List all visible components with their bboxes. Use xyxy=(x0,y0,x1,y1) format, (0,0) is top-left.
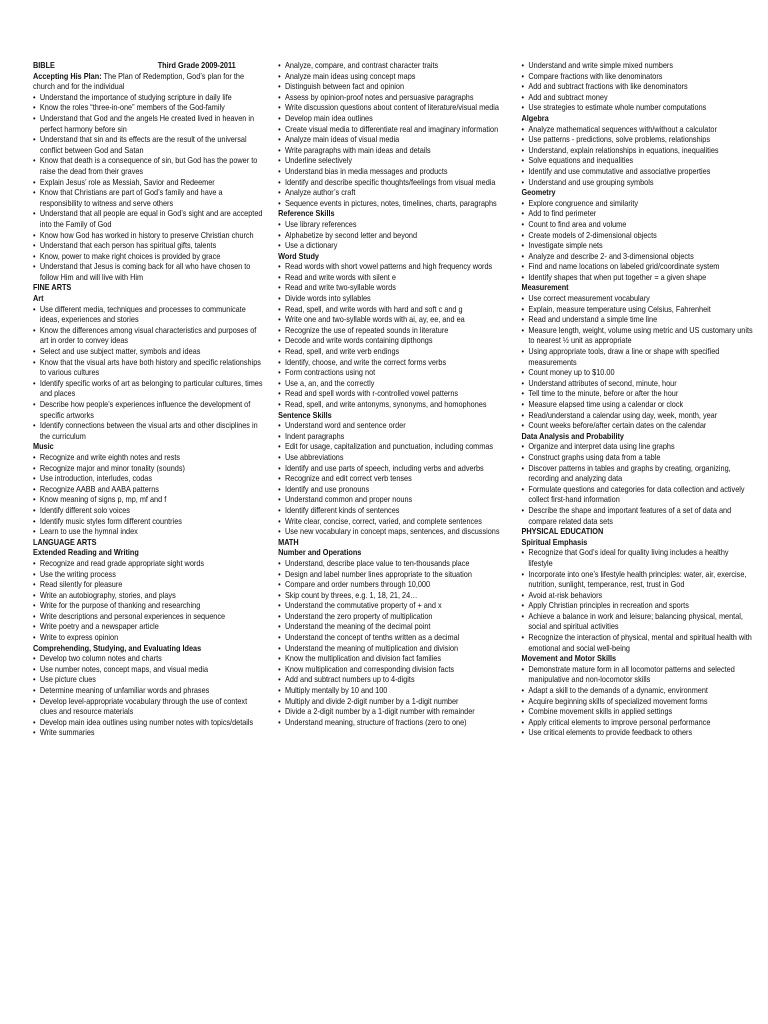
list-item: • Analyze main ideas of visual media xyxy=(278,134,510,145)
list-item: • Write poetry and a newspaper article xyxy=(33,621,265,632)
list-item: • Write summaries xyxy=(33,727,265,738)
reference-skills-list xyxy=(278,219,510,251)
word-study-heading: Word Study xyxy=(278,250,319,261)
list-item: • Add and subtract numbers up to 4-digits xyxy=(278,674,510,685)
list-item: • Multiply and divide 2-digit number by a 1-digit number xyxy=(278,696,510,707)
list-item: • Explore congruence and similarity xyxy=(521,198,753,209)
list-item: • Assess by opinion-proof notes and persuasive paragraphs xyxy=(278,92,510,103)
list-item: • Recognize the interaction of physical, mental and spiritual health with emotional and social well-being xyxy=(521,632,753,653)
list-item: • Investigate simple nets xyxy=(521,240,753,251)
list-item: • Identify and use commutative and associative properties xyxy=(521,166,753,177)
list-item: • Select and use subject matter, symbols and ideas xyxy=(33,346,265,357)
list-item: • Read, spell, and write verb endings xyxy=(278,346,510,357)
list-item: • Identify, choose, and write the correct forms verbs xyxy=(278,357,510,368)
list-item: • Analyze, compare, and contrast character traits xyxy=(278,60,510,71)
list-item: • Incorporate into one’s lifestyle health principles: water, air, exercise, nutrition, sunlight, temperance, rest, trust in God xyxy=(521,569,753,590)
list-item: • Use new vocabulary in concept maps, sentences, and discussions xyxy=(278,526,510,537)
list-item: • Write discussion questions about content of literature/visual media xyxy=(278,102,510,113)
list-item: • Write paragraphs with main ideas and details xyxy=(278,145,510,156)
list-item: • Develop two column notes and charts xyxy=(33,653,265,664)
list-item: • Use number notes, concept maps, and visual media xyxy=(33,664,265,675)
sentence-skills-list xyxy=(278,420,510,537)
list-item: • Create models of 2-dimensional objects xyxy=(521,230,753,241)
list-item: • Design and label number lines appropriate to the situation xyxy=(278,569,510,580)
title-row xyxy=(33,60,265,71)
list-item: • Use introduction, interludes, codas xyxy=(33,473,265,484)
list-item: • Use library references xyxy=(278,219,510,230)
list-item: • Use a dictionary xyxy=(278,240,510,251)
list-item: • Create visual media to differentiate real and imaginary information xyxy=(278,124,510,135)
list-item: • Use correct measurement vocabulary xyxy=(521,293,753,304)
list-item: • Understand the meaning of multiplication and division xyxy=(278,643,510,654)
bible-list xyxy=(33,92,265,283)
list-item: • Read words with short vowel patterns and high frequency words xyxy=(278,261,510,272)
list-item: • Know the multiplication and division fact families xyxy=(278,653,510,664)
geometry-list xyxy=(521,198,753,283)
list-item: • Read silently for pleasure xyxy=(33,579,265,590)
list-item: • Use different media, techniques and processes to communicate ideas, experiences and stories xyxy=(33,304,265,325)
music-list xyxy=(33,452,265,537)
art-heading: Art xyxy=(33,293,44,304)
grade-title: Third Grade 2009-2011 xyxy=(157,60,236,70)
list-item: • Use critical elements to provide feedback to others xyxy=(521,727,753,738)
number-operations-heading: Number and Operations xyxy=(278,547,362,558)
language-arts-heading: LANGUAGE ARTS xyxy=(33,536,97,547)
list-item: • Explain Jesus’ role as Messiah, Savior and Redeemer xyxy=(33,177,265,188)
bible-intro xyxy=(33,71,265,92)
list-item: • Read, spell, and write antonyms, synonyms, and homophones xyxy=(278,399,510,410)
list-item: • Determine meaning of unfamiliar words and phrases xyxy=(33,685,265,696)
physical-education-heading: PHYSICAL EDUCATION xyxy=(521,526,604,537)
list-item: • Know that the visual arts have both history and specific relationships to various cultures xyxy=(33,357,265,378)
reference-skills-heading: Reference Skills xyxy=(278,208,335,219)
column-2 xyxy=(278,60,510,727)
list-item: • Decode and write words containing dipthongs xyxy=(278,335,510,346)
list-item: • Skip count by threes, e.g. 1, 18, 21, 24… xyxy=(278,590,510,601)
geometry-heading: Geometry xyxy=(521,187,556,198)
list-item: • Use picture clues xyxy=(33,674,265,685)
list-item: • Add and subtract fractions with like denominators xyxy=(521,81,753,92)
list-item: • Identify specific works of art as belonging to particular cultures, times and places xyxy=(33,378,265,399)
list-item: • Count weeks before/after certain dates on the calendar xyxy=(521,420,753,431)
list-item: • Avoid at-risk behaviors xyxy=(521,590,753,601)
music-heading: Music xyxy=(33,441,54,452)
art-list xyxy=(33,304,265,442)
list-item: • Apply Christian principles in recreation and sports xyxy=(521,600,753,611)
intro-text: The Plan of Redemption, God’s plan for the church and for the individual xyxy=(33,70,245,92)
list-item: • Write to express opinion xyxy=(33,632,265,643)
list-item: • Identify music styles form different countries xyxy=(33,516,265,527)
list-item: • Understand the importance of studying scripture in daily life xyxy=(33,92,265,103)
list-item: • Develop main idea outlines xyxy=(278,113,510,124)
list-item: • Use abbreviations xyxy=(278,452,510,463)
list-item: • Read and write two-syllable words xyxy=(278,282,510,293)
list-item: • Analyze mathematical sequences with/without a calculator xyxy=(521,124,753,135)
comprehending-list xyxy=(33,653,265,738)
list-item: • Develop main idea outlines using number notes with topics/details xyxy=(33,717,265,728)
sentence-skills-heading: Sentence Skills xyxy=(278,409,332,420)
measurement-list xyxy=(521,293,753,431)
list-item: • Understand attributes of second, minute, hour xyxy=(521,378,753,389)
list-item: • Demonstrate mature form in all locomotor patterns and selected manipulative and non-locomotor skills xyxy=(521,664,753,685)
list-item: • Recognize AABB and AABA patterns xyxy=(33,484,265,495)
list-item: • Recognize and edit correct verb tenses xyxy=(278,473,510,484)
word-study-list xyxy=(278,261,510,409)
list-item: • Understand that Jesus is coming back for all who have chosen to follow Him and will live with Him xyxy=(33,261,265,282)
list-item: • Formulate questions and categories for data collection and actively collect first-hand information xyxy=(521,484,753,505)
fine-arts-heading: FINE ARTS xyxy=(33,282,72,293)
list-item: • Understand, describe place value to ten-thousands place xyxy=(278,558,510,569)
list-item: • Write an autobiography, stories, and plays xyxy=(33,590,265,601)
list-item: • Count to find area and volume xyxy=(521,219,753,230)
extended-reading-list xyxy=(33,558,265,643)
list-item: • Read, spell, and write words with hard and soft c and g xyxy=(278,304,510,315)
data-analysis-list xyxy=(521,441,753,526)
list-item: • Learn to use the hymnal index xyxy=(33,526,265,537)
list-item: • Underline selectively xyxy=(278,155,510,166)
algebra-heading: Algebra xyxy=(521,112,549,123)
list-item: • Write descriptions and personal experiences in sequence xyxy=(33,611,265,622)
list-item: • Use a, an, and the correctly xyxy=(278,378,510,389)
list-item: • Develop level-appropriate vocabulary through the use of context clues and resource materials xyxy=(33,696,265,717)
list-item: • Divide a 2-digit number by a 1-digit number with remainder xyxy=(278,706,510,717)
list-item: • Use patterns - predictions, solve problems, relationships xyxy=(521,134,753,145)
number-operations-list xyxy=(278,558,510,728)
list-item: • Write for the purpose of thanking and researching xyxy=(33,600,265,611)
list-item: • Form contractions using not xyxy=(278,367,510,378)
movement-skills-heading: Movement and Motor Skills xyxy=(521,653,617,664)
curriculum-page xyxy=(33,60,753,960)
list-item: • Describe the shape and important features of a set of data and compare related data sets xyxy=(521,505,753,526)
list-item: • Recognize that God’s ideal for quality living includes a healthy lifestyle xyxy=(521,547,753,568)
list-item: • Know meaning of signs p, mp, mf and f xyxy=(33,494,265,505)
list-item: • Understand common and proper nouns xyxy=(278,494,510,505)
movement-skills-list xyxy=(521,664,753,738)
list-item: • Sequence events in pictures, notes, timelines, charts, paragraphs xyxy=(278,198,510,209)
measurement-heading: Measurement xyxy=(521,282,569,293)
list-item: • Count money up to $10.00 xyxy=(521,367,753,378)
list-item: • Read and spell words with r-controlled vowel patterns xyxy=(278,388,510,399)
comprehending-list-cont xyxy=(278,60,510,208)
list-item: • Read and write words with silent e xyxy=(278,272,510,283)
list-item: • Know that Christians are part of God’s family and have a responsibility to witness and serve others xyxy=(33,187,265,208)
list-item: • Recognize major and minor tonality (sounds) xyxy=(33,463,265,474)
list-item: • Compare and order numbers through 10,000 xyxy=(278,579,510,590)
list-item: • Understand that each person has spiritual gifts, talents xyxy=(33,240,265,251)
list-item: • Understand that sin and its effects are the result of the universal conflict between God and Satan xyxy=(33,134,265,155)
list-item: • Use strategies to estimate whole number computations xyxy=(521,102,753,113)
list-item: • Explain, measure temperature using Celsius, Fahrenheit xyxy=(521,304,753,315)
list-item: • Recognize and read grade appropriate sight words xyxy=(33,558,265,569)
list-item: • Analyze main ideas using concept maps xyxy=(278,71,510,82)
data-analysis-heading: Data Analysis and Probability xyxy=(521,430,624,441)
list-item: • Recognize and write eighth notes and rests xyxy=(33,452,265,463)
list-item: • Know that death is a consequence of sin, but God has the power to raise the dead from their graves xyxy=(33,155,265,176)
list-item: • Apply critical elements to improve personal performance xyxy=(521,717,753,728)
list-item: • Know, power to make right choices is provided by grace xyxy=(33,251,265,262)
math-heading: MATH xyxy=(278,536,299,547)
column-1 xyxy=(33,60,265,738)
list-item: • Understand that God and the angels He created lived in heaven in perfect harmony before sin xyxy=(33,113,265,134)
list-item: • Alphabetize by second letter and beyond xyxy=(278,230,510,241)
list-item: • Adapt a skill to the demands of a dynamic, environment xyxy=(521,685,753,696)
list-item: • Identify and describe specific thoughts/feelings from visual media xyxy=(278,177,510,188)
list-item: • Multiply mentally by 10 and 100 xyxy=(278,685,510,696)
spiritual-emphasis-list xyxy=(521,547,753,653)
list-item: • Identify different solo voices xyxy=(33,505,265,516)
list-item: • Understand and use grouping symbols xyxy=(521,177,753,188)
list-item: • Understand that all people are equal in God’s sight and are accepted into the Family of God xyxy=(33,208,265,229)
algebra-list xyxy=(521,124,753,188)
spiritual-emphasis-heading: Spiritual Emphasis xyxy=(521,536,588,547)
list-item: • Organize and interpret data using line graphs xyxy=(521,441,753,452)
list-item: • Distinguish between fact and opinion xyxy=(278,81,510,92)
list-item: • Understand the zero property of multiplication xyxy=(278,611,510,622)
comprehending-heading: Comprehending, Studying, and Evaluating Ideas xyxy=(33,642,202,653)
number-operations-list-cont xyxy=(521,60,753,113)
list-item: • Understand meaning, structure of fractions (zero to one) xyxy=(278,717,510,728)
list-item: • Edit for usage, capitalization and punctuation, including commas xyxy=(278,441,510,452)
list-item: • Acquire beginning skills of specialized movement forms xyxy=(521,696,753,707)
list-item: • Indent paragraphs xyxy=(278,431,510,442)
list-item: • Identify and use pronouns xyxy=(278,484,510,495)
list-item: • Write one and two-syllable words with ai, ay, ee, and ea xyxy=(278,314,510,325)
list-item: • Read/understand a calendar using day, week, month, year xyxy=(521,410,753,421)
list-item: • Compare fractions with like denominators xyxy=(521,71,753,82)
list-item: • Measure elapsed time using a calendar or clock xyxy=(521,399,753,410)
list-item: • Using appropriate tools, draw a line or shape with specified measurements xyxy=(521,346,753,367)
list-item: • Know multiplication and corresponding division facts xyxy=(278,664,510,675)
list-item: • Identify different kinds of sentences xyxy=(278,505,510,516)
list-item: • Construct graphs using data from a table xyxy=(521,452,753,463)
list-item: • Identify and use parts of speech, including verbs and adverbs xyxy=(278,463,510,474)
list-item: • Achieve a balance in work and leisure; balancing physical, mental, social and spiritual activities xyxy=(521,611,753,632)
list-item: • Understand bias in media messages and products xyxy=(278,166,510,177)
extended-reading-heading: Extended Reading and Writing xyxy=(33,547,139,558)
list-item: • Divide words into syllables xyxy=(278,293,510,304)
list-item: • Understand word and sentence order xyxy=(278,420,510,431)
list-item: • Read and understand a simple time line xyxy=(521,314,753,325)
list-item: • Understand, explain relationships in equations, inequalities xyxy=(521,145,753,156)
column-3 xyxy=(521,60,753,738)
list-item: • Discover patterns in tables and graphs by creating, organizing, recording and analyzing data xyxy=(521,463,753,484)
list-item: • Know the differences among visual characteristics and purposes of art in order to convey ideas xyxy=(33,325,265,346)
list-item: • Measure length, weight, volume using metric and US customary units to nearest ½ unit as appropriate xyxy=(521,325,753,346)
list-item: • Find and name locations on labeled grid/coordinate system xyxy=(521,261,753,272)
list-item: • Identify connections between the visual arts and other disciplines in the curriculum xyxy=(33,420,265,441)
list-item: • Understand and write simple mixed numbers xyxy=(521,60,753,71)
list-item: • Combine movement skills in applied settings xyxy=(521,706,753,717)
list-item: • Understand the meaning of the decimal point xyxy=(278,621,510,632)
subject-title: BIBLE xyxy=(33,60,55,70)
list-item: • Solve equations and inequalities xyxy=(521,155,753,166)
list-item: • Understand the concept of tenths written as a decimal xyxy=(278,632,510,643)
list-item: • Describe how people’s experiences influence the development of specific artworks xyxy=(33,399,265,420)
list-item: • Know the roles “three-in-one” members of the God-family xyxy=(33,102,265,113)
list-item: • Use the writing process xyxy=(33,569,265,580)
intro-heading: Accepting His Plan: xyxy=(33,70,102,81)
list-item: • Understand the commutative property of + and x xyxy=(278,600,510,611)
list-item: • Identify shapes that when put together = a given shape xyxy=(521,272,753,283)
list-item: • Add to find perimeter xyxy=(521,208,753,219)
list-item: • Add and subtract money xyxy=(521,92,753,103)
list-item: • Know how God has worked in history to preserve Christian church xyxy=(33,230,265,241)
list-item: • Write clear, concise, correct, varied, and complete sentences xyxy=(278,516,510,527)
list-item: • Recognize the use of repeated sounds in literature xyxy=(278,325,510,336)
list-item: • Analyze and describe 2- and 3-dimensional objects xyxy=(521,251,753,262)
list-item: • Analyze author’s craft xyxy=(278,187,510,198)
list-item: • Tell time to the minute, before or after the hour xyxy=(521,388,753,399)
